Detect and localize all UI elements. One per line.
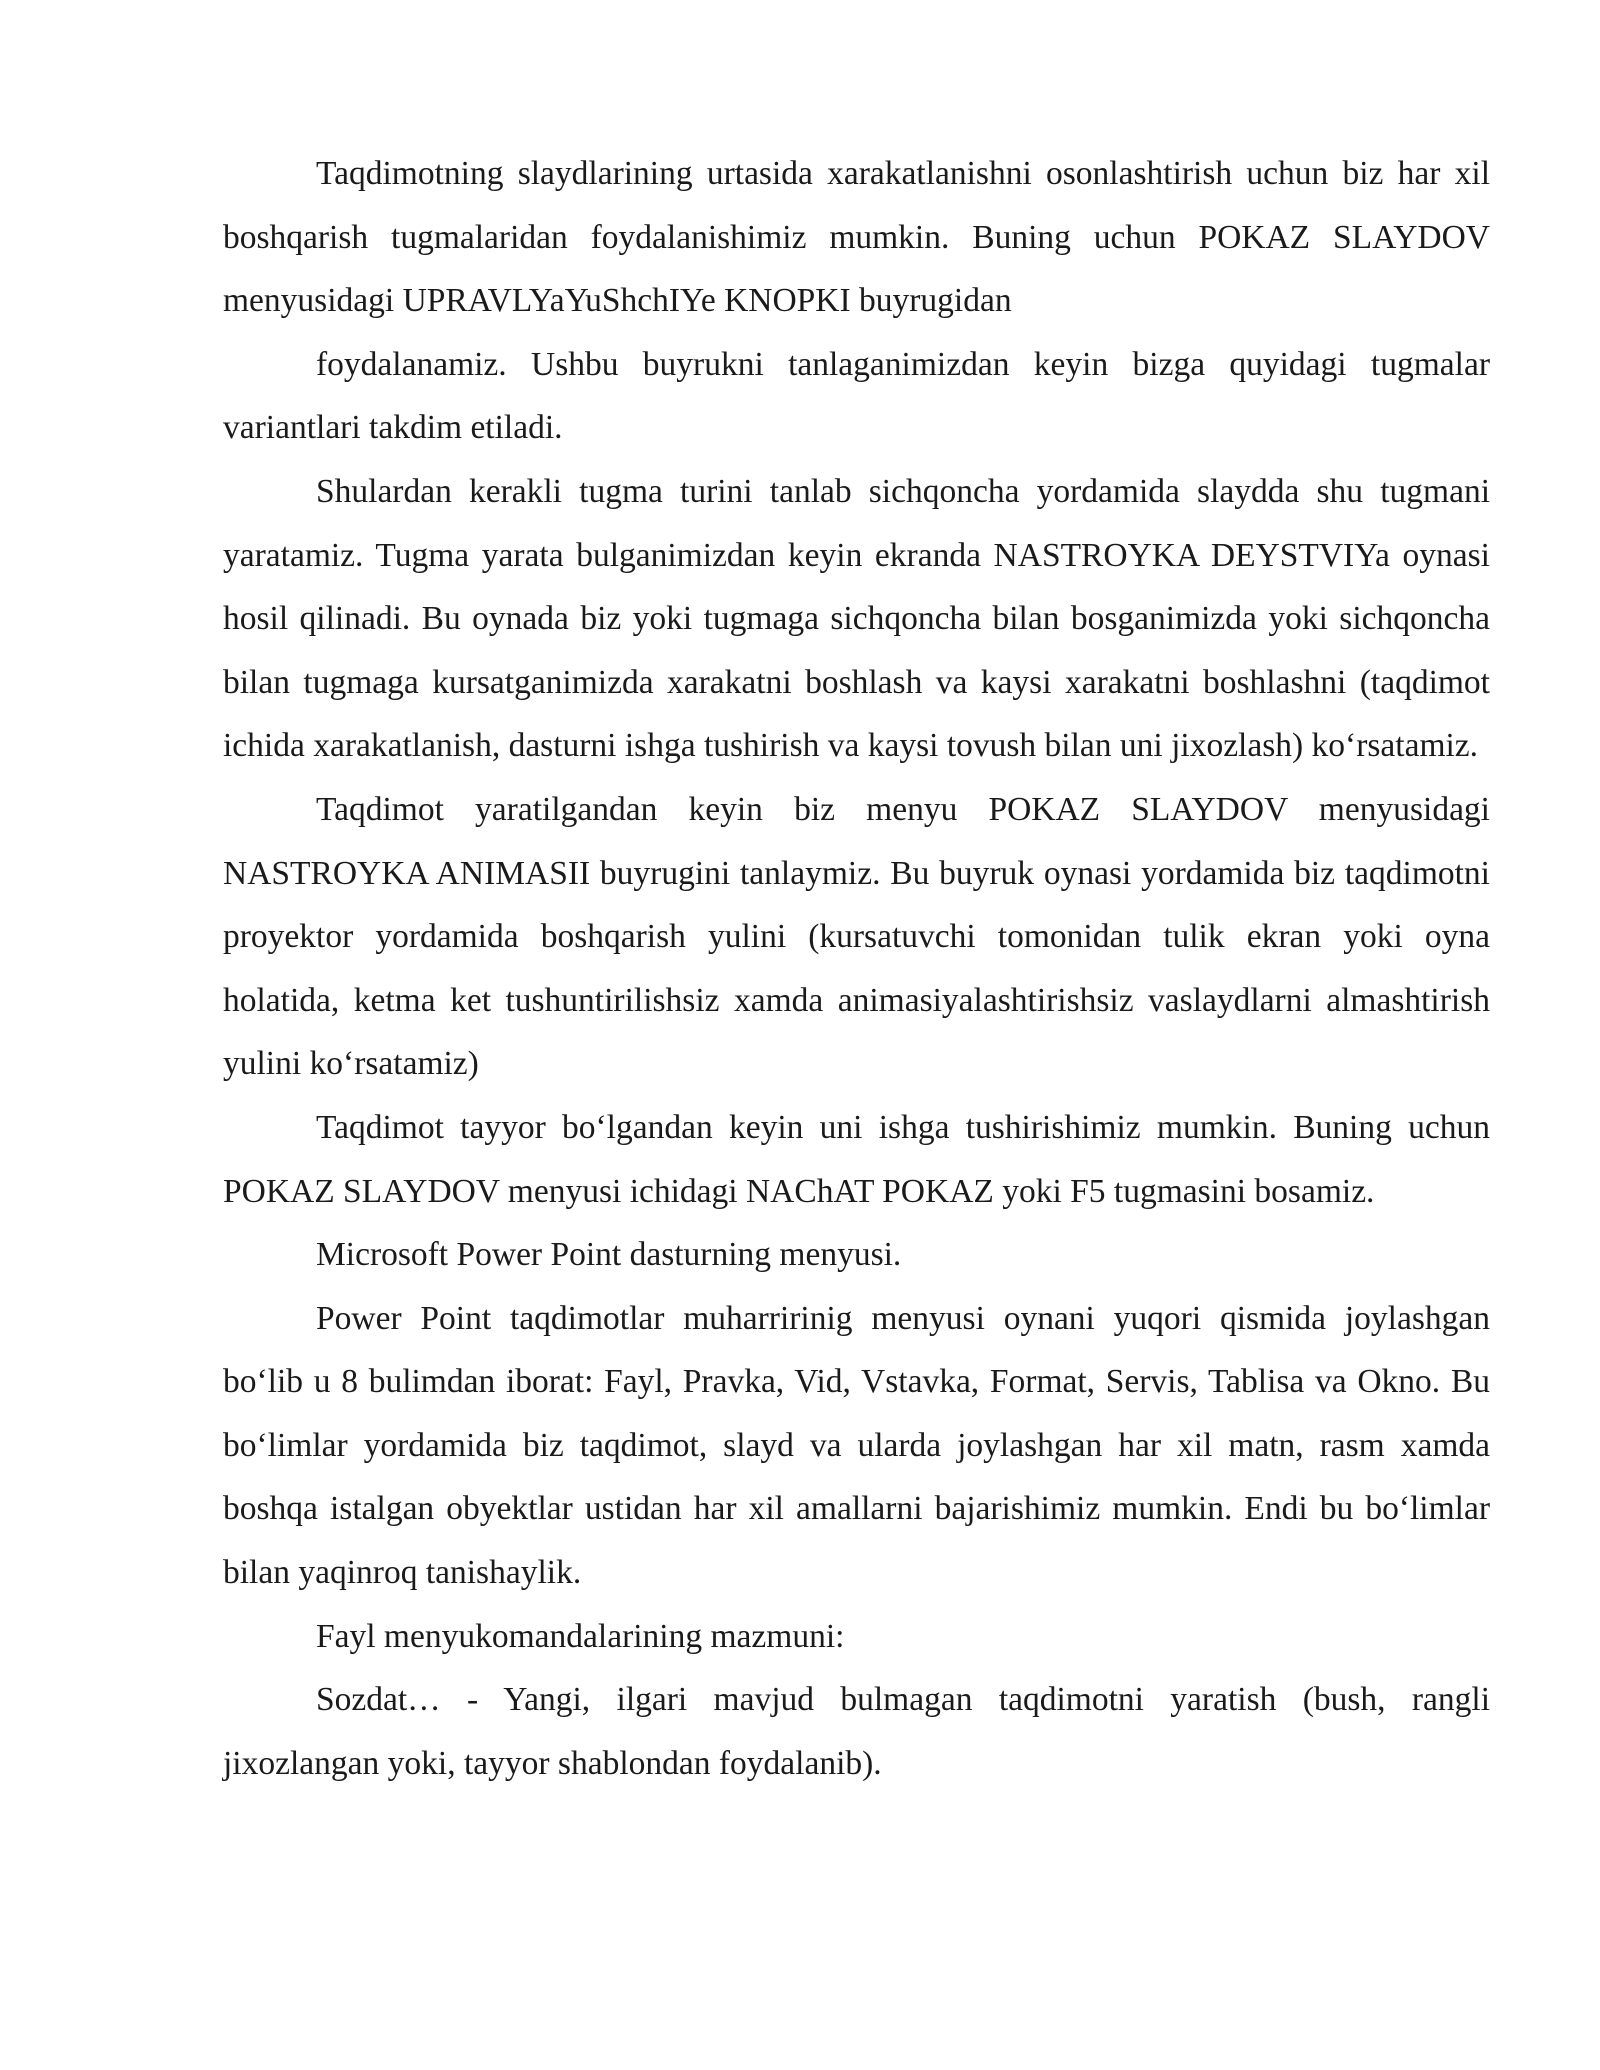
- paragraph-show-settings: Taqdimot yaratilgandan keyin biz menyu POKAZ SLAYDOV menyusidagi NASTROYKA ANIMASII buyrugini tanlaymiz. Bu buyruk oynasi yordamida biz taqdimotni proyektor yordamida boshqarish yulini (kursatuvchi tomonidan tulik ekran yoki oyna holatida, ketma ket tushuntirilishsiz xamda animasiyalashtirishsiz vaslaydlarni almashtirish yulini koʻrsatamiz): [223, 790, 1490, 1083]
- paragraph-action-settings: Shulardan kerakli tugma turini tanlab sichqoncha yordamida slaydda shu tugmani yaratamiz. Tugma yarata bulganimizdan keyin ekranda NASTROYKA DEYSTVIYa oynasi hosil qilinadi. Bu oynada biz yoki tugmaga sichqoncha bilan bosganimizda yoki sichqoncha bilan tugmaga kursatganimizda xarakatni boshlash va kaysi xarakatni boshlashni (taqdimot ichida xarakatlanish, dasturni ishga tushirish va kaysi tovush bilan uni jixozlash) koʻrsatamiz.: [223, 472, 1490, 765]
- paragraph-action-buttons: Taqdimotning slaydlarining urtasida xarakatlanishni osonlashtirish uchun biz har xil boshqarish tugmalaridan foydalanishimiz mumkin. Buning uchun POKAZ SLAYDOV menyusidagi UPRAVLYaYuShchIYe KNOPKI buyrugidan: [223, 155, 1490, 320]
- paragraph-menu-heading: Microsoft Power Point dasturning menyusi.: [316, 1236, 902, 1274]
- paragraph-button-variants: foydalanamiz. Ushbu buyrukni tanlaganimizdan keyin bizga quyidagi tugmalar variantlari takdim etiladi.: [223, 345, 1490, 447]
- paragraph-menu-sections: Power Point taqdimotlar muharririnig menyusi oynani yuqori qismida joylashgan boʻlib u 8 bulimdan iborat: Fayl, Pravka, Vid, Vstavka, Format, Servis, Tablisa va Okno. Bu boʻlimlar yordamida biz taqdimot, slayd va ularda joylashgan har xil matn, rasm xamda boshqa istalgan obyektlar ustidan har xil amallarni bajarishimiz mumkin. Endi bu boʻlimlar bilan yaqinroq tanishaylik.: [223, 1299, 1490, 1592]
- paragraph-file-menu-heading: Fayl menyukomandalarining mazmuni:: [316, 1617, 845, 1655]
- paragraph-start-show: Taqdimot tayyor boʻlgandan keyin uni ishga tushirishimiz mumkin. Buning uchun POKAZ SLAYDOV menyusi ichidagi NAChAT POKAZ yoki F5 tugmasini bosamiz.: [223, 1108, 1490, 1210]
- paragraph-create-command: Sozdat… - Yangi, ilgari mavjud bulmagan taqdimotni yaratish (bush, rangli jixozlangan yoki, tayyor shablondan foydalanib).: [223, 1681, 1490, 1782]
- document-body: [223, 142, 1490, 1795]
